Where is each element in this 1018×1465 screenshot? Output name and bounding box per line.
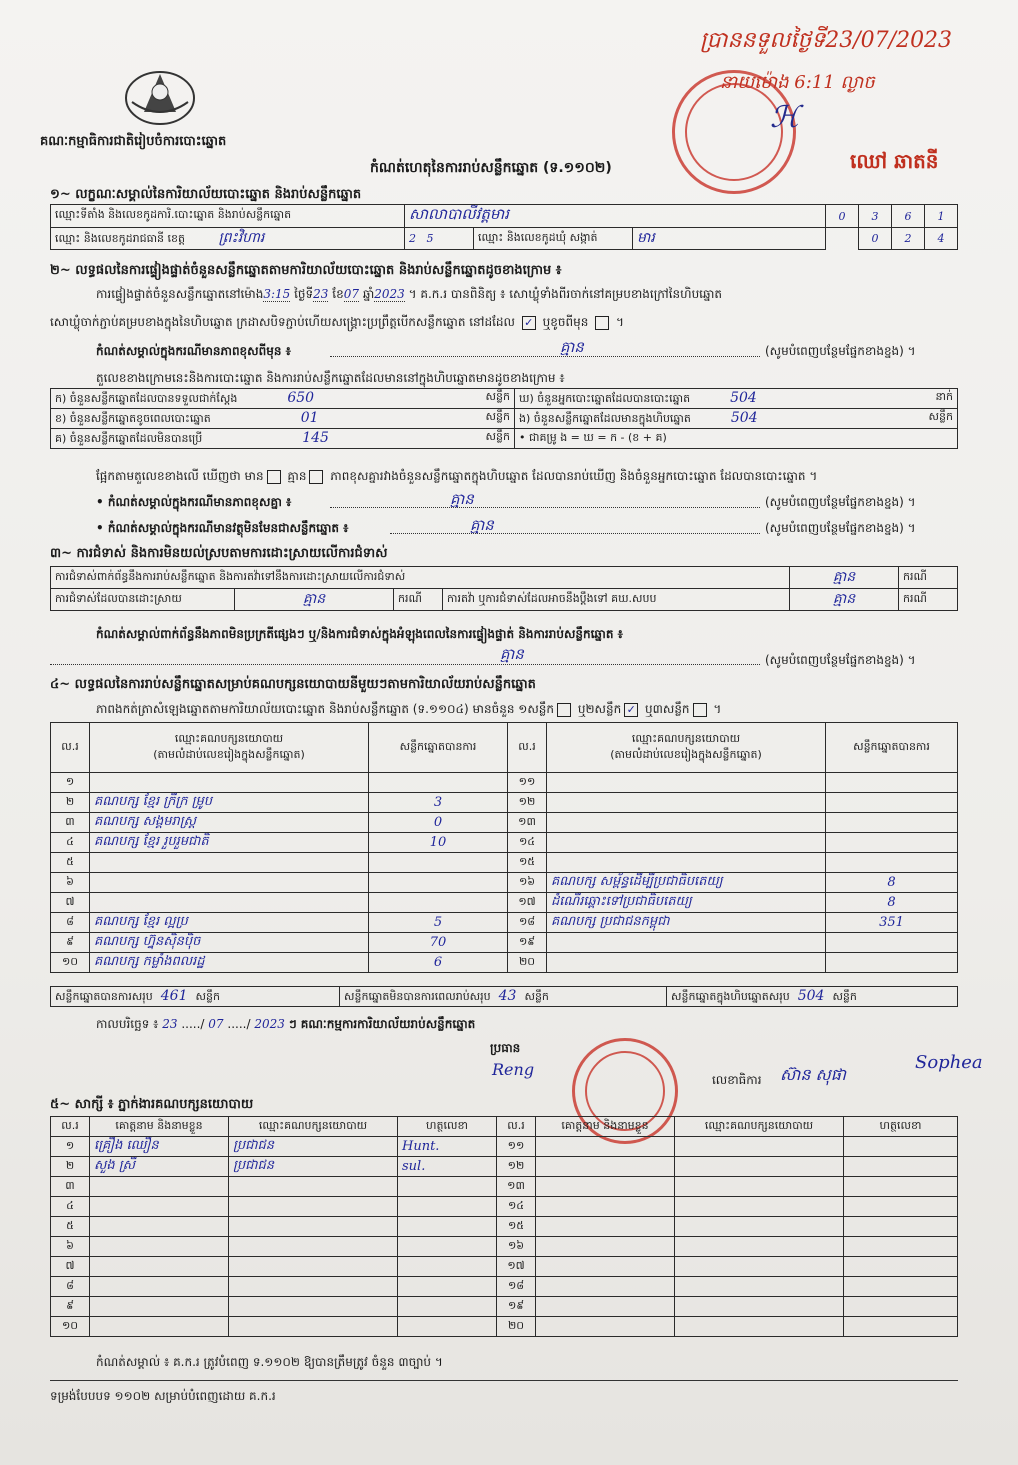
witness-name (536, 1237, 675, 1257)
note3-line (390, 533, 760, 534)
received-time: នាយម៉ោង 6:11 ល្ងាច (720, 72, 875, 93)
verify-time: 3:15 (263, 287, 291, 301)
irregularity-note-label: កំណត់សម្គាល់ពាក់ព័ន្ធនឹងភាពមិនប្រក្រតីផ្សេងៗ ឬ/និងការជំទាស់ក្នុងអំឡុងពេលនៃការផ្ទៀងផ្ទាត់ និងការរាប់សន្លឹកឆ្នោត ៖ (96, 627, 623, 641)
w-col-party: ឈ្មោះគណបក្សនយោបាយ (229, 1117, 398, 1137)
witness-no: ១៩ (497, 1297, 536, 1317)
province-value: ព្រះវិហារ (218, 230, 265, 246)
result-party (547, 933, 826, 953)
province-code: 2 5 (405, 228, 474, 250)
witness-no: ៤ (51, 1197, 90, 1217)
witness-no: ១៣ (497, 1177, 536, 1197)
witness-no: ១៨ (497, 1277, 536, 1297)
result-party (547, 813, 826, 833)
resolved-value: គ្មាន (235, 589, 394, 611)
province-label (51, 228, 405, 250)
witness-name (90, 1217, 229, 1237)
witness-row (51, 1317, 958, 1337)
resolved-label: ការជំទាស់ដែលបានដោះស្រាយ (51, 589, 235, 611)
result-no: ១៦ (508, 873, 547, 893)
witness-name (536, 1277, 675, 1297)
result-no: ៤ (51, 833, 90, 853)
witness-party (675, 1297, 844, 1317)
col-party: ឈ្មោះគណបក្សនយោបាយ (តាមលំដាប់លេខរៀងក្នុងសន្លឹកឆ្នោត) (90, 723, 369, 773)
witness-party: ប្រជាជន (229, 1137, 398, 1157)
result-party (547, 773, 826, 793)
verify-day: 23 (313, 287, 329, 301)
result-no: ១៧ (508, 893, 547, 913)
witness-name (90, 1237, 229, 1257)
witness-signature: sul. (398, 1157, 497, 1177)
count-formula: • ជាគម្រូ ង = ឃ = ក - (ខ + គ) (515, 429, 958, 449)
witness-name (90, 1177, 229, 1197)
col-no-right: ល.រ (508, 723, 547, 773)
verify-line-1: ការផ្ទៀងផ្ទាត់ចំនួនសន្លឹកឆ្នោតនៅម៉ោង3:15 ថ្ងៃទី23 ខែ07 ឆ្នាំ2023 ។ គ.ក.រ បានពិនិត្យ ៖ សោឃ្លុំទាំងពីរចាក់នៅគម្របខាងក្រៅនៃហិបឆ្នោត (96, 287, 723, 301)
witness-signature (398, 1317, 497, 1337)
section3-title: ៣~ ការជំទាស់ និងការមិនយល់ស្របតាមការដោះស្រាយលើការជំទាស់ (50, 546, 388, 561)
witness-signature (398, 1277, 497, 1297)
witness-no: ៧ (51, 1257, 90, 1277)
result-votes: 3 (369, 793, 508, 813)
witness-party (675, 1237, 844, 1257)
objection-table (50, 566, 958, 611)
objection-label: ការជំទាស់ពាក់ព័ន្ធនឹងការរាប់សន្លឹកឆ្នោត និងការតវ៉ាទៅនឹងការដោះស្រាយលើការជំទាស់ (51, 567, 790, 589)
result-party (547, 953, 826, 973)
verify-month: 07 (343, 287, 359, 301)
result-votes: 8 (826, 873, 958, 893)
witness-name: សួង ស្រី (90, 1157, 229, 1177)
result-no: ១០ (51, 953, 90, 973)
witness-party (675, 1217, 844, 1237)
section5-title: ៥~ សាក្សី ៖ ភ្នាក់ងារគណបក្សនយោបាយ (50, 1097, 254, 1112)
footer-divider (50, 1380, 958, 1381)
witness-signature (844, 1237, 958, 1257)
result-party (547, 793, 826, 813)
station-code-3: 6 (892, 205, 925, 228)
station-code-4: 1 (925, 205, 958, 228)
chair-signature: Reng (492, 1060, 535, 1079)
result-no: ២ (51, 793, 90, 813)
witness-party: ប្រជាជន (229, 1157, 398, 1177)
appeal-case: ករណី (899, 589, 958, 611)
result-row (51, 773, 958, 793)
witness-signature (844, 1177, 958, 1197)
witness-party (229, 1177, 398, 1197)
three-sheet-checkbox[interactable] (693, 703, 707, 717)
result-votes (826, 853, 958, 873)
irregularity-value: គ្មាន (500, 645, 524, 663)
w-col-sig-right: ហត្ថលេខា (844, 1117, 958, 1137)
witness-party (229, 1257, 398, 1277)
witness-row (51, 1197, 958, 1217)
results-table (50, 722, 958, 973)
witness-party (675, 1317, 844, 1337)
result-row (51, 933, 958, 953)
note2-label: • កំណត់សម្គាល់ក្នុងករណីមានភាពខុសគ្នា ៖ (96, 495, 292, 509)
result-no: ៧ (51, 893, 90, 913)
total-valid: សន្លឹកឆ្នោតបានការសរុប 461 សន្លឹក (51, 987, 340, 1007)
witness-name (536, 1317, 675, 1337)
station-name-label: ឈ្មោះទីតាំង និងលេខកូដការិ.បោះឆ្នោត និងរាប់សន្លឹកឆ្នោត (51, 205, 405, 228)
fill-hint-4: (សូមបំពេញបន្ថែមផ្នែកខាងខ្នង) ។ (765, 653, 916, 667)
witness-row (51, 1217, 958, 1237)
count-unused: គ) ចំនួនសន្លឹកឆ្នោតដែលមិនបានប្រើ 145 សន្លឹក (51, 429, 515, 449)
result-votes (826, 933, 958, 953)
witness-no: ៣ (51, 1177, 90, 1197)
result-party: ដំណើរឆ្ពោះទៅប្រជាធិបតេយ្យ (547, 893, 826, 913)
result-row (51, 793, 958, 813)
chair-label: ប្រធាន (490, 1041, 521, 1055)
irregularity-line (50, 664, 760, 665)
secretary-name: ស៊ាន សុផា (780, 1065, 847, 1084)
note1-line (330, 356, 760, 357)
witness-row (51, 1257, 958, 1277)
commune-value: មារ (633, 228, 826, 250)
w-col-name: គោត្តនាម និងនាមខ្លួន (90, 1117, 229, 1137)
witness-signature (844, 1297, 958, 1317)
result-votes: 6 (369, 953, 508, 973)
witness-party (675, 1177, 844, 1197)
witness-party (229, 1297, 398, 1317)
received-date: ប្រាននទួលថ្ងៃទី23/07/2023 (700, 28, 953, 53)
witness-no: ២០ (497, 1317, 536, 1337)
resolved-case: ករណី (394, 589, 443, 611)
witness-no: ៦ (51, 1237, 90, 1257)
count-spoiled: ខ) ចំនួនសន្លឹកឆ្នោតខូចពេលបោះឆ្នោត 01 សន្លឹក (51, 409, 515, 429)
witness-party (229, 1277, 398, 1297)
witness-no: ២ (51, 1157, 90, 1177)
result-votes (826, 773, 958, 793)
note1-value: គ្មាន (560, 338, 584, 356)
station-code-1: 0 (826, 205, 859, 228)
result-no: ១ (51, 773, 90, 793)
result-row (51, 853, 958, 873)
result-row (51, 833, 958, 853)
unchanged-checkbox[interactable]: ✓ (522, 316, 536, 330)
result-party: គណបក្ស កម្លាំងពលរដ្ឋ (90, 953, 369, 973)
witness-no: ១១ (497, 1137, 536, 1157)
witness-party (675, 1197, 844, 1217)
result-party: គណបក្ស ហ្វ៊ុនស៊ិនប៉ិច (90, 933, 369, 953)
witness-signature (844, 1197, 958, 1217)
diff-no-checkbox[interactable] (309, 470, 323, 484)
commune-code-1: 0 (859, 228, 892, 250)
witness-no: ៥ (51, 1217, 90, 1237)
result-votes: 8 (826, 893, 958, 913)
result-votes: 10 (369, 833, 508, 853)
witness-signature (398, 1177, 497, 1197)
witness-signature (398, 1197, 497, 1217)
count-in-box: ង) ចំនួនសន្លឹកឆ្នោតដែលមានក្នុងហិបឆ្នោត 504 សន្លឹក (515, 409, 958, 429)
section1-title: ១~ លក្ខណៈសម្គាល់នៃការិយាល័យបោះឆ្នោត និងរាប់សន្លឹកឆ្នោត (50, 187, 362, 202)
result-no: ៥ (51, 853, 90, 873)
witness-name (90, 1297, 229, 1317)
station-name-value: សាលាបាលីវត្តមារ (405, 205, 826, 228)
result-votes (826, 833, 958, 853)
result-party: គណបក្ស ខ្មែរ រួបរួមជាតិ (90, 833, 369, 853)
result-party (547, 853, 826, 873)
witness-signature (844, 1137, 958, 1157)
witness-name (90, 1257, 229, 1277)
w-col-sig: ហត្ថលេខា (398, 1117, 497, 1137)
result-row (51, 893, 958, 913)
commune-label: ឈ្មោះ និងលេខកូដឃុំ សង្កាត់ (474, 228, 633, 250)
result-row (51, 813, 958, 833)
witness-row (51, 1177, 958, 1197)
witness-name (536, 1137, 675, 1157)
result-votes: 70 (369, 933, 508, 953)
result-party (90, 853, 369, 873)
witness-signature (844, 1317, 958, 1337)
result-no: ៣ (51, 813, 90, 833)
result-party: គណបក្ស សម្ព័ន្ធដើម្បីប្រជាធិបតេយ្យ (547, 873, 826, 893)
col-no: ល.រ (51, 723, 90, 773)
result-votes: 0 (369, 813, 508, 833)
witness-name (536, 1177, 675, 1197)
witness-row (51, 1137, 958, 1157)
note3-label: • កំណត់សម្គាល់ក្នុងករណីមានវត្ថុមិនមែនជាសន្លឹកឆ្នោត ៖ (96, 521, 349, 535)
witness-signature (844, 1157, 958, 1177)
commune-code-2: 2 (892, 228, 925, 250)
stamp-signature: ℋ (770, 100, 800, 135)
result-party: គណបក្ស ខ្មែរ ល្អប្រ (90, 913, 369, 933)
section2-title: ២~ លទ្ធផលនៃការផ្ទៀងផ្ទាត់ចំនួនសន្លឹកឆ្នោតតាមការិយាល័យបោះឆ្នោត និងរាប់សន្លឹកឆ្នោតដូចខាងក្រោម ៖ (50, 263, 562, 278)
witness-signature (398, 1297, 497, 1317)
witness-no: ១២ (497, 1157, 536, 1177)
result-votes (826, 953, 958, 973)
result-party (90, 873, 369, 893)
witness-name: គ្រឿង ឈឿន (90, 1137, 229, 1157)
witness-name (536, 1157, 675, 1177)
emblem-icon (122, 62, 198, 128)
note2-line (330, 507, 760, 508)
result-no: ២០ (508, 953, 547, 973)
result-votes (369, 873, 508, 893)
totals-table (50, 986, 958, 1007)
result-votes: 351 (826, 913, 958, 933)
counts-intro: តួលេខខាងក្រោមនេះនិងការបោះឆ្នោត និងការរាប់សន្លឹកឆ្នោតដែលមាននៅក្នុងហិបឆ្នោតមានដូចខាងក្រោម ៖ (96, 371, 565, 385)
witness-signature (844, 1257, 958, 1277)
w-col-no: ល.រ (51, 1117, 90, 1137)
result-no: ១៣ (508, 813, 547, 833)
signer-name: ឈៅ ឆាតនី (850, 149, 939, 173)
objection-value: គ្មាន (790, 567, 899, 589)
witness-signature (844, 1277, 958, 1297)
result-party: គណបក្ស ខ្មែរ ក្រីក្រ ម្រូប (90, 793, 369, 813)
witness-row (51, 1277, 958, 1297)
witness-signature (398, 1237, 497, 1257)
w-col-party-right: ឈ្មោះគណបក្សនយោបាយ (675, 1117, 844, 1137)
org-name: គណៈកម្មាធិការជាតិរៀបចំការបោះឆ្នោត (40, 134, 227, 149)
fill-hint-1: (សូមបំពេញបន្ថែមផ្នែកខាងខ្នង) ។ (765, 344, 916, 358)
result-row (51, 873, 958, 893)
station-table (50, 204, 958, 250)
section4-title: ៤~ លទ្ធផលនៃការរាប់សន្លឹកឆ្នោតសម្រាប់គណបក្សនយោបាយនីមួយៗតាមការិយាល័យរាប់សន្លឹកឆ្នោត (50, 677, 536, 692)
commune-code-3: 4 (925, 228, 958, 250)
result-party (547, 833, 826, 853)
result-row (51, 913, 958, 933)
secretary-signature: Sophea (915, 1052, 983, 1073)
footnote: កំណត់សម្គាល់ ៖ គ.ក.រ ត្រូវបំពេញ ទ.១១០២ ឱ្យបានត្រឹមត្រូវ ចំនួន ៣ច្បាប់ ។ (96, 1355, 443, 1369)
w-col-no-right: ល.រ (497, 1117, 536, 1137)
appeal-value: គ្មាន (790, 589, 899, 611)
result-votes (369, 773, 508, 793)
result-no: ៦ (51, 873, 90, 893)
form-title: កំណត់ហេតុនៃការរាប់សន្លឹកឆ្នោត (ទ.១១០២) (370, 160, 612, 176)
result-no: ៩ (51, 933, 90, 953)
total-invalid: សន្លឹកឆ្នោតមិនបានការពេលរាប់សរុប 43 សន្លឹក (340, 987, 667, 1007)
footer-text: ទម្រង់បែបបទ ១១០២ សម្រាប់បំពេញដោយ គ.ក.រ (50, 1389, 276, 1403)
note2-value: គ្មាន (450, 490, 474, 508)
result-votes (826, 813, 958, 833)
result-no: ១៨ (508, 913, 547, 933)
witness-signature (844, 1217, 958, 1237)
witness-no: ១៦ (497, 1237, 536, 1257)
witness-signature (398, 1217, 497, 1237)
objection-case: ករណី (899, 567, 958, 589)
secretary-label: លេខាធិការ (712, 1073, 762, 1087)
total-in-box: សន្លឹកឆ្នោតក្នុងហិបឆ្នោតសរុប 504 សន្លឹក (667, 987, 958, 1007)
result-party: គណបក្ស សង្គមរាស្ត្រ (90, 813, 369, 833)
station-code-2: 3 (859, 205, 892, 228)
witness-name (536, 1257, 675, 1277)
result-party: គណបក្ស ប្រជាជនកម្ពុជា (547, 913, 826, 933)
witness-row (51, 1297, 958, 1317)
result-no: ១២ (508, 793, 547, 813)
province-label-text: ឈ្មោះ និងលេខកូដរាជធានី ខេត្ត (55, 232, 185, 245)
witness-no: ៩ (51, 1297, 90, 1317)
result-votes (369, 893, 508, 913)
witness-party (675, 1257, 844, 1277)
note3-value: គ្មាន (470, 516, 494, 534)
witness-no: ១៤ (497, 1197, 536, 1217)
verify-year: 2023 (374, 287, 405, 301)
count-received: ក) ចំនួនសន្លឹកឆ្នោតដែលបានទទួលជាក់ស្តែង 650 សន្លឹក (51, 389, 515, 409)
witness-name (536, 1217, 675, 1237)
result-no: ១៩ (508, 933, 547, 953)
result-votes: 5 (369, 913, 508, 933)
witness-party (229, 1237, 398, 1257)
result-no: ៨ (51, 913, 90, 933)
witness-signature: Hunt. (398, 1137, 497, 1157)
witness-row (51, 1157, 958, 1177)
sheets-line: ភាពងកត់ត្រាសំឡេងឆ្នោតតាមការិយាល័យបោះឆ្នោត និងរាប់សន្លឹកឆ្នោត (ទ.១១០៤) មានចំនួន ១សន្លឹក ឬ២សន្លឹក ✓ ឬ៣សន្លឹក ។ (96, 702, 722, 716)
note1-label: កំណត់សម្គាល់ក្នុងករណីមានភាពខុសពីមុន ៖ (96, 344, 291, 358)
witness-party (675, 1137, 844, 1157)
witness-no: ១៧ (497, 1257, 536, 1277)
fill-hint-3: (សូមបំពេញបន្ថែមផ្នែកខាងខ្នង) ។ (765, 521, 916, 535)
witness-name (90, 1197, 229, 1217)
witness-no: ១ (51, 1137, 90, 1157)
signing-date: កាលបរិច្ឆេទ ៖ 23 ...../ 07 ...../ 2023 ៗ គណៈកម្មការការិយាល័យរាប់សន្លឹកឆ្នោត (96, 1017, 476, 1031)
result-row (51, 953, 958, 973)
witness-no: ១០ (51, 1317, 90, 1337)
witness-table (50, 1116, 958, 1337)
appeal-label: ការតវ៉ា ឬការជំទាស់ដែលអាចនឹងប្តឹងទៅ គឃ.សបប (443, 589, 790, 611)
witness-party (229, 1317, 398, 1337)
result-votes (369, 853, 508, 873)
witness-no: ៨ (51, 1277, 90, 1297)
witness-party (229, 1197, 398, 1217)
two-sheet-checkbox[interactable]: ✓ (624, 703, 638, 717)
result-no: ១៤ (508, 833, 547, 853)
fill-hint-2: (សូមបំពេញបន្ថែមផ្នែកខាងខ្នង) ។ (765, 495, 916, 509)
diff-yes-checkbox[interactable] (267, 470, 281, 484)
one-sheet-checkbox[interactable] (557, 703, 571, 717)
witness-party (675, 1157, 844, 1177)
witness-no: ១៥ (497, 1217, 536, 1237)
col-party-right: ឈ្មោះគណបក្សនយោបាយ (តាមលំដាប់លេខរៀងក្នុងសន្លឹកឆ្នោត) (547, 723, 826, 773)
result-no: ១១ (508, 773, 547, 793)
verify-line-2: សោឃ្លុំចាក់ភ្ជាប់គម្របខាងក្នុងនៃហិបឆ្នោត ក្រដាសបិទភ្ជាប់ហើយសង្គ្រោះប្រព្រឹត្តបើកសន្លឹកឆ្នោត នៅដដែល ✓ ឬខូចពីមុន ។ (50, 315, 624, 329)
witness-party (675, 1277, 844, 1297)
witness-row (51, 1237, 958, 1257)
witness-signature (398, 1257, 497, 1277)
difference-line: ផ្អែកតាមតួលេខខាងលើ ឃើញថា មាន គ្មាន ភាពខុសគ្នារវាងចំនួនសន្លឹកឆ្នោតក្នុងហិបឆ្នោត ដែលបានរាប់ឃើញ និងចំនួនអ្នកបោះឆ្នោត ដែលបានបោះឆ្នោត ។ (96, 469, 818, 483)
damaged-checkbox[interactable] (595, 316, 609, 330)
col-votes-right: សន្លឹកឆ្នោតបានការ (826, 723, 958, 773)
witness-name (536, 1297, 675, 1317)
result-party (90, 773, 369, 793)
counts-table (50, 388, 958, 449)
result-party (90, 893, 369, 913)
col-votes: សន្លឹកឆ្នោតបានការ (369, 723, 508, 773)
witness-name (90, 1317, 229, 1337)
witness-name (90, 1277, 229, 1297)
result-no: ១៥ (508, 853, 547, 873)
count-voters: ឃ) ចំនួនអ្នកបោះឆ្នោតដែលបានបោះឆ្នោត 504 នាក់ (515, 389, 958, 409)
w-col-name-right: គោត្តនាម និងនាមខ្លួន (536, 1117, 675, 1137)
result-votes (826, 793, 958, 813)
witness-name (536, 1197, 675, 1217)
witness-party (229, 1217, 398, 1237)
